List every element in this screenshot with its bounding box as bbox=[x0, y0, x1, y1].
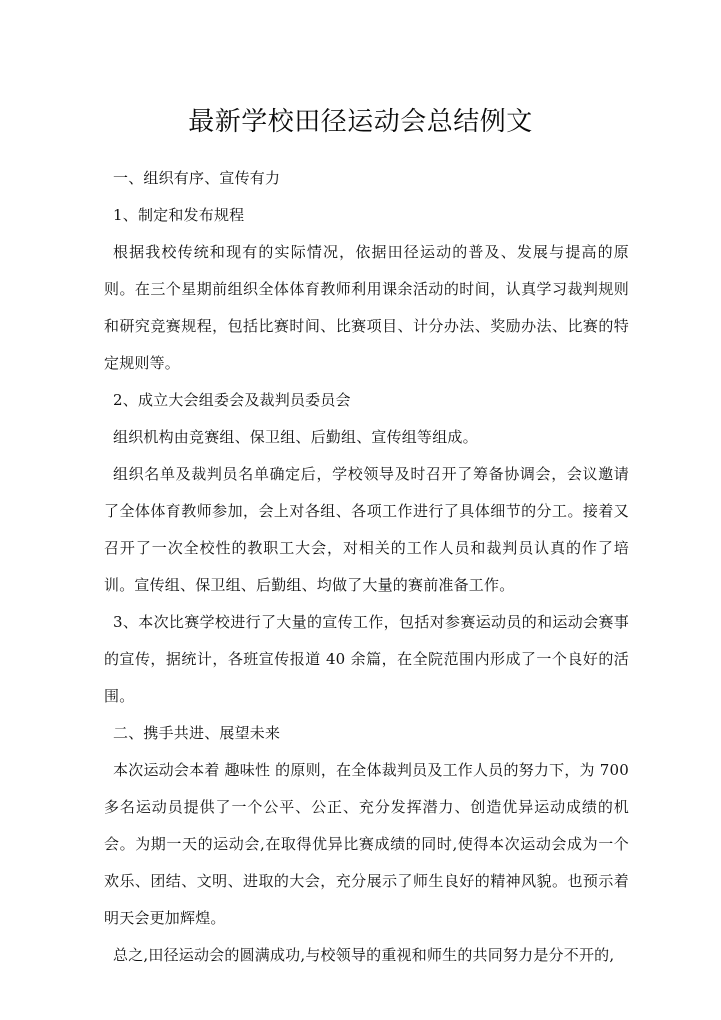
document-body bbox=[104, 160, 629, 974]
page-title: 最新学校田径运动会总结例文 bbox=[188, 107, 533, 138]
section-two-heading: 二、携手共进、展望未来 bbox=[113, 724, 281, 742]
section-one-heading: 一、组织有序、宣传有力 bbox=[113, 169, 281, 187]
section-two-body-a: 本次运动会本着 趣味性 的原则，在全体裁判员及工作人员的努力下，为 700 多名运动员提供了一个公平、公正、充分发挥潜力、创造优异运动成绩的机会。为期一天的运动会,在取得优异比赛成绩的同时,使得本次运动会成为一个欢乐、团结、文明、进取的大会，充分展示了师生良好的精神风貌。也预示着明天会更加辉煌。 bbox=[104, 761, 629, 927]
item-1-body: 根据我校传统和现有的实际情况，依据田径运动的普及、发展与提高的原则。在三个星期前组织全体体育教师利用课余活动的时间，认真学习裁判规则和研究竞赛规程，包括比赛时间、比赛项目、计分办法、奖励办法、比赛的特定规则等。 bbox=[104, 243, 629, 372]
item-1-heading: 1、制定和发布规程 bbox=[113, 206, 245, 224]
closing-paragraph: 总之,田径运动会的圆满成功,与校领导的重视和师生的共同努力是分不开的, bbox=[113, 946, 615, 964]
item-2-body-a: 组织机构由竞赛组、保卫组、后勤组、宣传组等组成。 bbox=[113, 428, 478, 446]
item-2-body-b: 组织名单及裁判员名单确定后，学校领导及时召开了筹备协调会，会议邀请了全体体育教师参加，会上对各组、各项工作进行了具体细节的分工。接着又召开了一次全校性的教职工大会，对相关的工作人员和裁判员认真的作了培训。宣传组、保卫组、后勤组、均做了大量的赛前准备工作。 bbox=[104, 465, 629, 594]
item-2-heading: 2、成立大会组委会及裁判员委员会 bbox=[113, 391, 351, 409]
item-3-body: 3、本次比赛学校进行了大量的宣传工作，包括对参赛运动员的和运动会赛事的宣传，据统计，各班宣传报道 40 余篇，在全院范围内形成了一个良好的活围。 bbox=[104, 613, 629, 705]
